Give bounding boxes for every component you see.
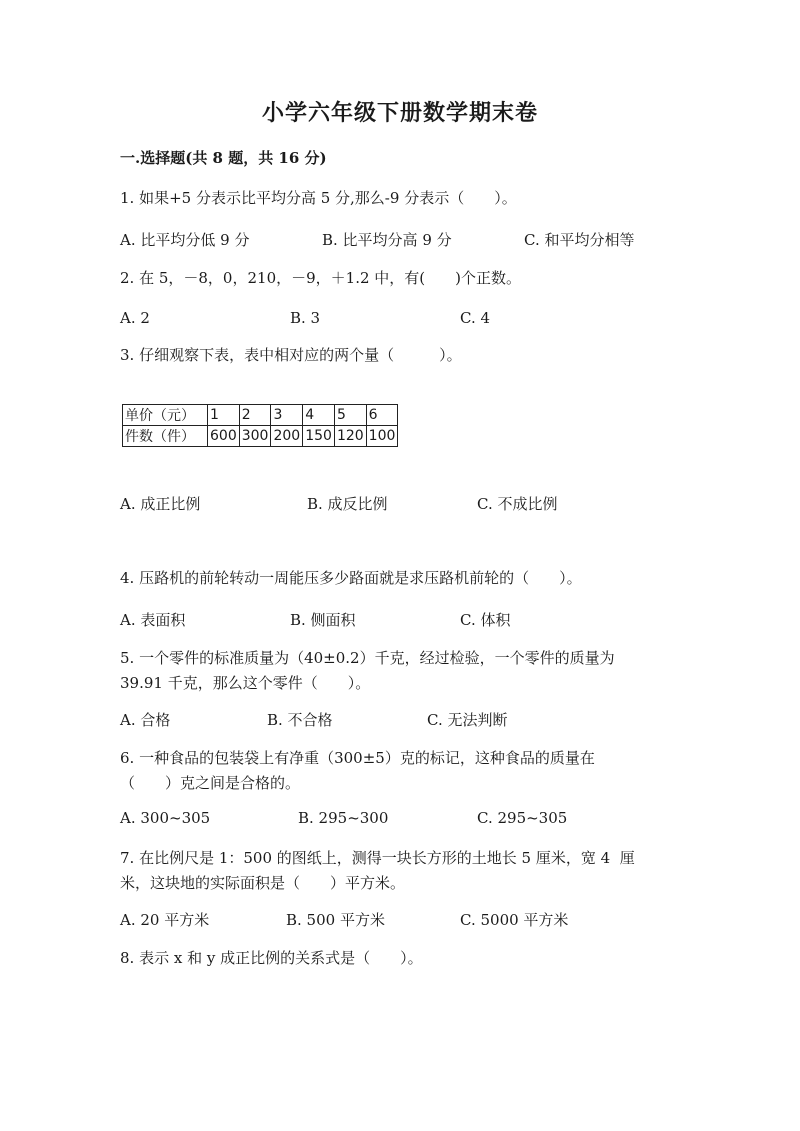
table-cell: 5 [334, 405, 366, 426]
table-cell: 2 [239, 405, 271, 426]
q1-option-b: B. 比平均分高 9 分 [322, 231, 452, 249]
question-4: 4. 压路机的前轮转动一周能压多少路面就是求压路机前轮的（ ）。 [120, 569, 582, 587]
table-cell: 200 [271, 426, 303, 447]
section-heading: 一.选择题(共 8 题，共 16 分) [120, 149, 327, 167]
table-cell: 150 [303, 426, 335, 447]
question-2: 2. 在 5，－8，0，210，－9，＋1.2 中，有( )个正数。 [120, 269, 521, 287]
page-title: 小学六年级下册数学期末卷 [261, 100, 538, 126]
q3-option-a: A. 成正比例 [120, 495, 201, 513]
q3-option-c: C. 不成比例 [477, 495, 558, 513]
q2-option-c: C. 4 [460, 309, 491, 327]
question-8: 8. 表示 x 和 y 成正比例的关系式是（ ）。 [120, 949, 423, 967]
question-5: 5. 一个零件的标准质量为（40±0.2）千克，经过检验，一个零件的质量为 39.91 千克，那么这个零件（ ）。 [120, 649, 615, 692]
q4-option-a: A. 表面积 [120, 611, 186, 629]
q7-option-c: C. 5000 平方米 [460, 911, 569, 929]
q6-option-b: B. 295~300 [298, 809, 389, 827]
price-quantity-table [122, 404, 398, 447]
table-cell: 100 [366, 426, 398, 447]
table-cell: 6 [366, 405, 398, 426]
q7-option-b: B. 500 平方米 [286, 911, 385, 929]
table-cell: 1 [208, 405, 240, 426]
q6-option-c: C. 295~305 [477, 809, 568, 827]
q5-option-c: C. 无法判断 [427, 711, 508, 729]
table-row [123, 405, 398, 426]
q4-option-b: B. 侧面积 [290, 611, 356, 629]
q4-option-c: C. 体积 [460, 611, 511, 629]
q2-option-a: A. 2 [120, 309, 150, 327]
q3-option-b: B. 成反比例 [307, 495, 388, 513]
q1-option-a: A. 比平均分低 9 分 [120, 231, 250, 249]
table-row-label: 件数（件） [123, 426, 208, 447]
question-1: 1. 如果+5 分表示比平均分高 5 分,那么-9 分表示（ ）。 [120, 189, 517, 207]
table-cell: 3 [271, 405, 303, 426]
question-3: 3. 仔细观察下表，表中相对应的两个量（ ）。 [120, 346, 462, 364]
table-row [123, 426, 398, 447]
table-cell: 4 [303, 405, 335, 426]
question-7: 7. 在比例尺是 1：500 的图纸上，测得一块长方形的土地长 5 厘米，宽 4 厘 米，这块地的实际面积是（ ）平方米。 [120, 849, 635, 892]
q6-option-a: A. 300~305 [120, 809, 211, 827]
q2-option-b: B. 3 [290, 309, 321, 327]
table-cell: 600 [208, 426, 240, 447]
q5-option-a: A. 合格 [120, 711, 171, 729]
question-6: 6. 一种食品的包装袋上有净重（300±5）克的标记，这种食品的质量在 （ ）克之间是合格的。 [120, 749, 595, 792]
table-row-label: 单价（元） [123, 405, 208, 426]
q7-option-a: A. 20 平方米 [120, 911, 210, 929]
q1-option-c: C. 和平均分相等 [524, 231, 635, 249]
table-cell: 120 [334, 426, 366, 447]
table-cell: 300 [239, 426, 271, 447]
q5-option-b: B. 不合格 [267, 711, 333, 729]
